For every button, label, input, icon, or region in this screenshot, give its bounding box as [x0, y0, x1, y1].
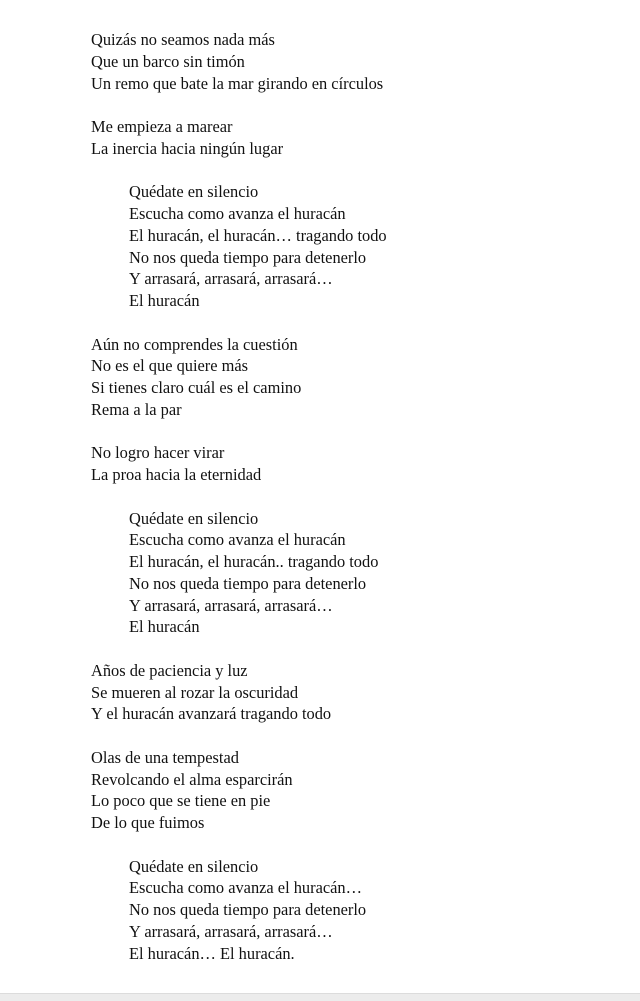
lyric-line: Se mueren al rozar la oscuridad	[91, 682, 299, 702]
lyric-line: Me empieza a marear	[91, 117, 233, 136]
chorus-line: El huracán, el huracán… tragando todo	[129, 225, 387, 245]
stanza-6	[91, 747, 611, 834]
chorus-line: El huracán	[129, 291, 200, 310]
lyric-line: La inercia hacia ningún lugar	[91, 138, 284, 158]
stanza-4	[91, 442, 611, 486]
stanza-5	[91, 660, 611, 725]
lyric-line: No logro hacer virar	[91, 443, 225, 463]
lyrics-body	[91, 29, 611, 986]
chorus-line: No nos queda tiempo para detenerlo	[129, 900, 367, 919]
page-bottom-edge	[0, 994, 640, 1001]
chorus-line: El huracán, el huracán.. tragando todo	[129, 552, 379, 571]
chorus-line: El huracán	[129, 617, 200, 637]
lyric-line: Olas de una tempestad	[91, 747, 239, 767]
chorus-line: Y arrasará, arrasará, arrasará…	[129, 921, 333, 941]
lyric-line: De lo que fuimos	[91, 813, 205, 832]
chorus-line: Escucha como avanza el huracán	[129, 204, 346, 223]
lyric-line: La proa hacia la eternidad	[91, 465, 262, 484]
lyric-line: Revolcando el alma esparcirán	[91, 769, 293, 789]
chorus-1	[91, 181, 611, 312]
lyric-line: Que un barco sin timón	[91, 51, 245, 71]
lyric-line: Rema a la par	[91, 399, 182, 419]
lyric-line: Lo poco que se tiene en pie	[91, 791, 271, 811]
chorus-line: Quédate en silencio	[129, 856, 259, 876]
chorus-line: Y arrasará, arrasará, arrasará…	[129, 595, 333, 615]
lyric-line: Un remo que bate la mar girando en círculos	[91, 73, 384, 93]
chorus-3	[91, 856, 611, 965]
chorus-line: El huracán… El huracán.	[129, 943, 295, 963]
lyric-line: No es el que quiere más	[91, 356, 249, 376]
stanza-3	[91, 334, 611, 421]
chorus-line: Quédate en silencio	[129, 182, 259, 202]
chorus-line: Escucha como avanza el huracán…	[129, 878, 362, 898]
stanza-1	[91, 29, 611, 94]
lyric-line: Y el huracán avanzará tragando todo	[91, 704, 332, 724]
chorus-line: No nos queda tiempo para detenerlo	[129, 247, 367, 267]
chorus-2	[91, 508, 611, 639]
stanza-2	[91, 116, 611, 160]
chorus-line: Escucha como avanza el huracán	[129, 530, 346, 550]
lyric-line: Años de paciencia y luz	[91, 660, 248, 680]
chorus-line: Quédate en silencio	[129, 508, 259, 528]
lyric-line: Si tienes claro cuál es el camino	[91, 378, 302, 397]
chorus-line: No nos queda tiempo para detenerlo	[129, 573, 367, 593]
lyric-line: Aún no comprendes la cuestión	[91, 334, 298, 354]
chorus-line: Y arrasará, arrasará, arrasará…	[129, 269, 333, 289]
lyric-line: Quizás no seamos nada más	[91, 30, 275, 49]
